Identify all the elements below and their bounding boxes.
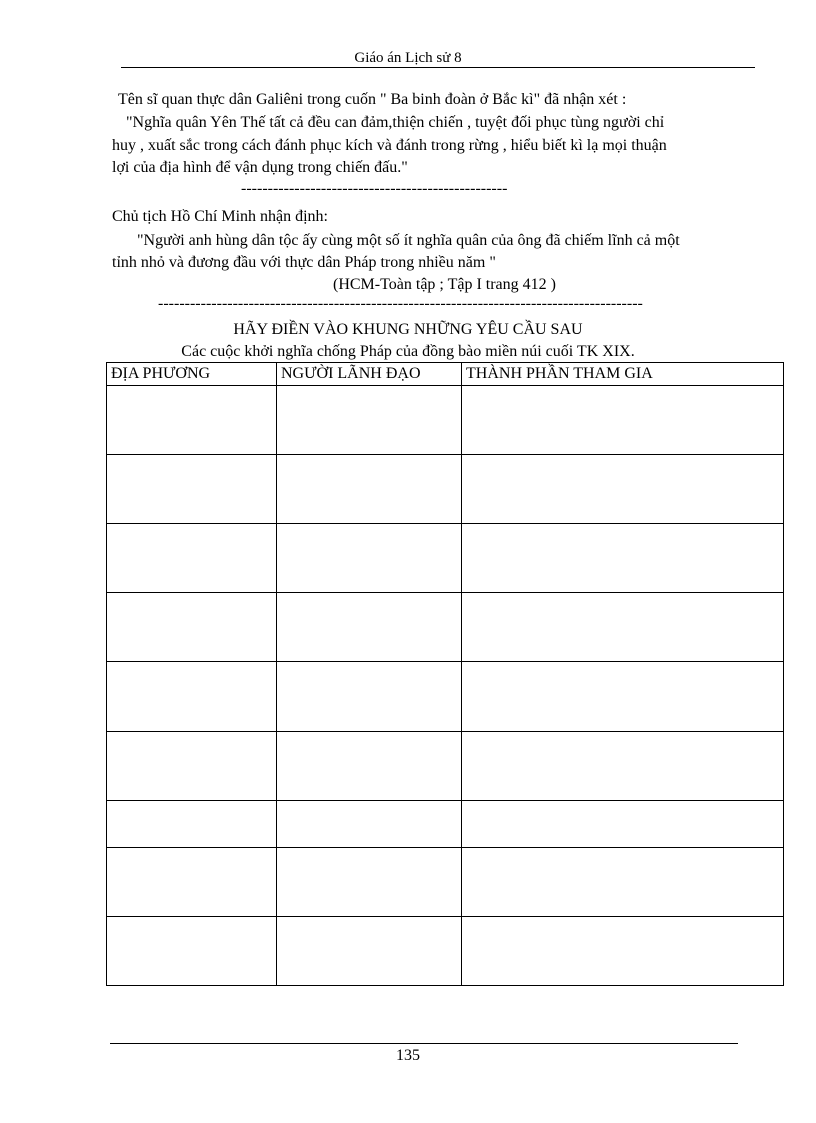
quote1-line2: huy , xuất sắc trong cách đánh phục kích và đánh trong rừng , hiểu biết kì lạ mọi thuận (112, 137, 667, 154)
cell-participants[interactable] (462, 593, 784, 662)
cell-leader[interactable] (277, 731, 462, 800)
table-row (107, 386, 784, 455)
column-header-leader: NGƯỜI LÃNH ĐẠO (277, 363, 462, 386)
header-divider (121, 67, 755, 68)
separator-short: -------------------------------------------------- (241, 180, 508, 197)
cell-location[interactable] (107, 386, 277, 455)
table-row (107, 455, 784, 524)
cell-participants[interactable] (462, 847, 784, 916)
table-row (107, 593, 784, 662)
cell-location[interactable] (107, 916, 277, 985)
exercise-heading: HÃY ĐIỀN VÀO KHUNG NHỮNG YÊU CẦU SAU (233, 321, 583, 338)
cell-participants[interactable] (462, 800, 784, 847)
cell-leader[interactable] (277, 593, 462, 662)
cell-leader[interactable] (277, 386, 462, 455)
page-header-title: Giáo án Lịch sử 8 (354, 50, 462, 66)
cell-location[interactable] (107, 455, 277, 524)
cell-leader[interactable] (277, 455, 462, 524)
cell-leader[interactable] (277, 847, 462, 916)
table-row (107, 524, 784, 593)
cell-participants[interactable] (462, 731, 784, 800)
quote2-intro: Chủ tịch Hồ Chí Minh nhận định: (112, 208, 328, 225)
cell-location[interactable] (107, 847, 277, 916)
cell-leader[interactable] (277, 916, 462, 985)
table-row (107, 662, 784, 731)
quote2-line2: tỉnh nhỏ và đương đầu với thực dân Pháp trong nhiều năm " (112, 254, 496, 271)
cell-location[interactable] (107, 800, 277, 847)
cell-participants[interactable] (462, 455, 784, 524)
cell-location[interactable] (107, 662, 277, 731)
cell-participants[interactable] (462, 524, 784, 593)
quote1-line3: lợi của địa hình để vận dụng trong chiến đấu." (112, 159, 408, 176)
uprisings-table (106, 362, 784, 986)
cell-location[interactable] (107, 593, 277, 662)
table-row (107, 731, 784, 800)
cell-participants[interactable] (462, 916, 784, 985)
cell-participants[interactable] (462, 386, 784, 455)
cell-location[interactable] (107, 524, 277, 593)
table-row (107, 916, 784, 985)
footer-divider (110, 1043, 738, 1044)
cell-location[interactable] (107, 731, 277, 800)
quote1-intro: Tên sĩ quan thực dân Galiêni trong cuốn " Ba binh đoàn ở Bắc kì" đã nhận xét : (118, 91, 627, 108)
separator-long: ------------------------------------------------------------------------------------------- (158, 295, 643, 312)
exercise-subheading: Các cuộc khởi nghĩa chống Pháp của đồng bào miền núi cuối TK XIX. (181, 343, 635, 360)
quote1-line1: "Nghĩa quân Yên Thế tất cả đều can đảm,thiện chiến , tuyệt đối phục tùng người chỉ (126, 114, 665, 131)
quote2-line1: "Người anh hùng dân tộc ấy cùng một số ít nghĩa quân của ông đã chiếm lĩnh cả một (137, 232, 680, 249)
column-header-location: ĐỊA PHƯƠNG (107, 363, 277, 386)
table-row (107, 847, 784, 916)
cell-leader[interactable] (277, 800, 462, 847)
quote2-source: (HCM-Toàn tập ; Tập I trang 412 ) (333, 276, 556, 293)
column-header-participants: THÀNH PHẦN THAM GIA (462, 363, 784, 386)
page-number: 135 (396, 1047, 420, 1064)
cell-leader[interactable] (277, 662, 462, 731)
table-row (107, 800, 784, 847)
table-header-row (107, 363, 784, 386)
cell-leader[interactable] (277, 524, 462, 593)
cell-participants[interactable] (462, 662, 784, 731)
